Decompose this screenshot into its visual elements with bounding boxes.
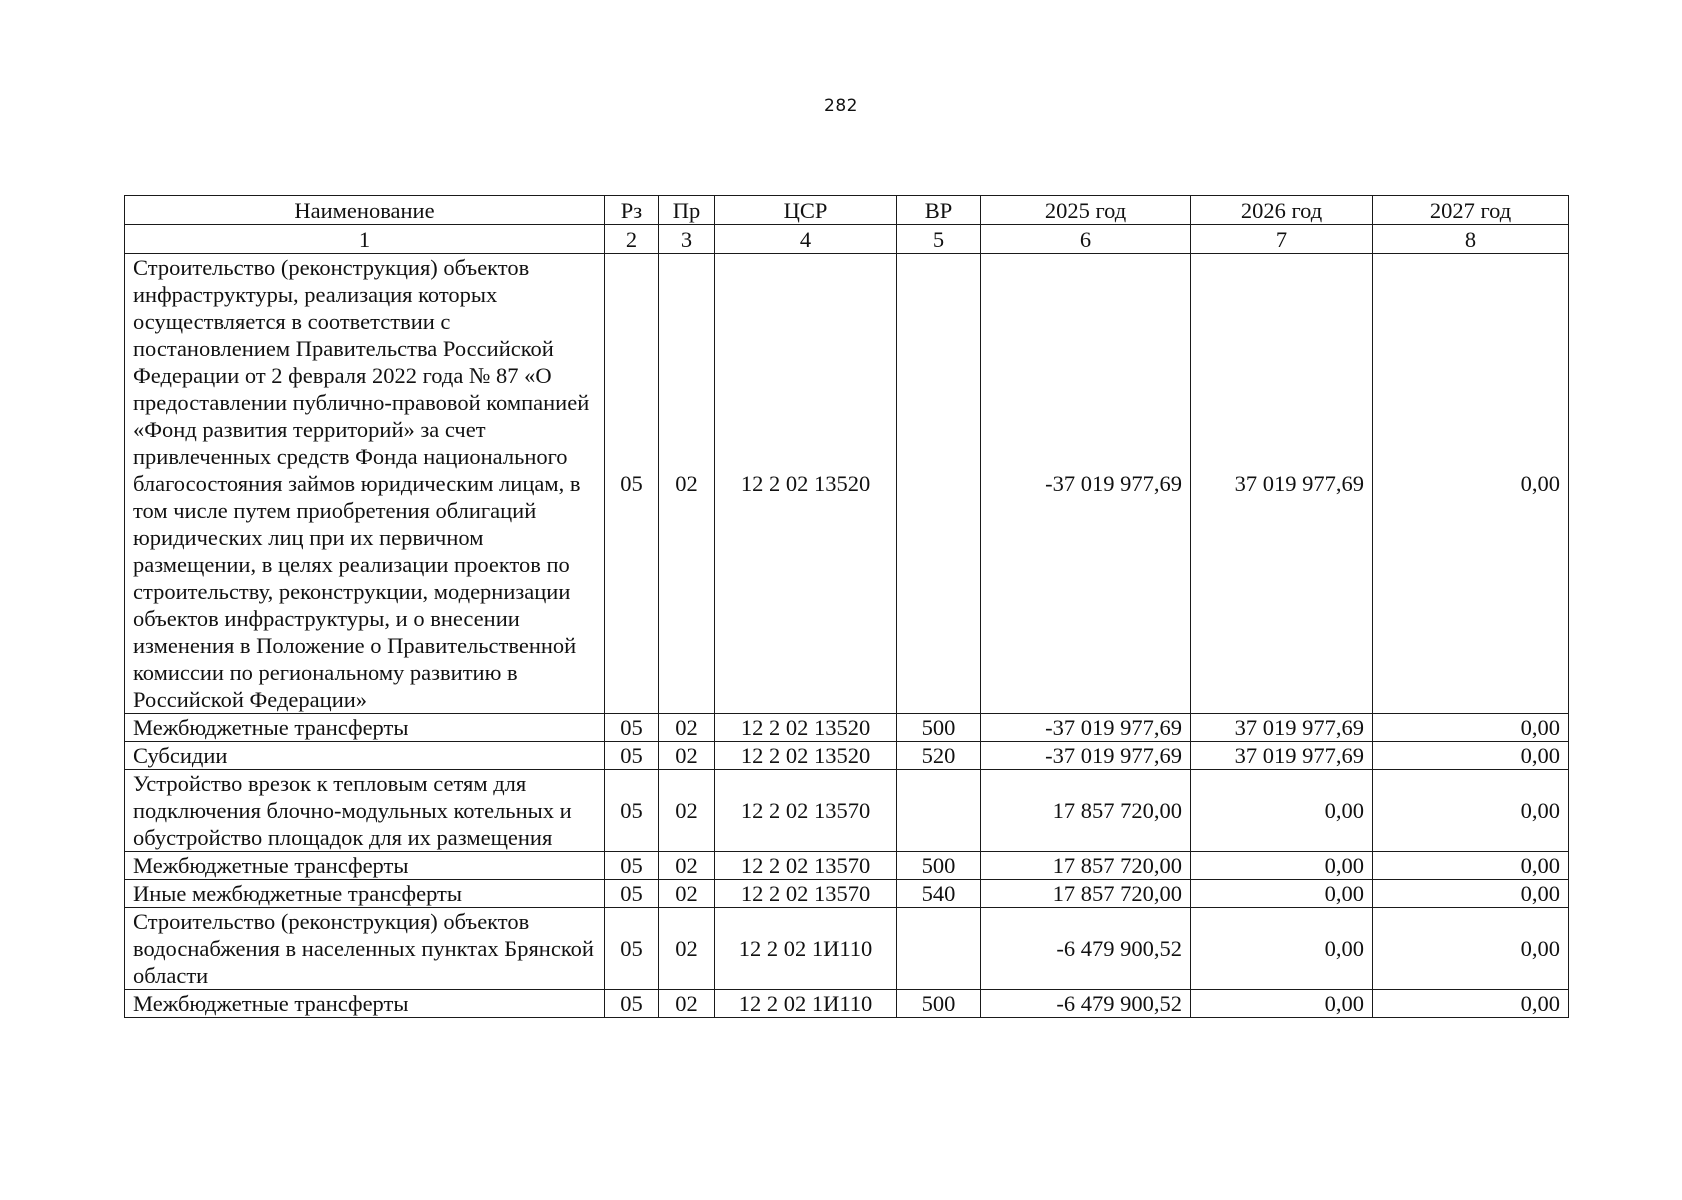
column-number: 2: [605, 225, 659, 254]
row-rz: 05: [605, 742, 659, 770]
table-row: [125, 880, 1569, 908]
row-2025: -37 019 977,69: [981, 714, 1191, 742]
row-2027: 0,00: [1373, 990, 1569, 1018]
table-row: [125, 742, 1569, 770]
row-name: Межбюджетные трансферты: [125, 714, 605, 742]
row-2027: 0,00: [1373, 742, 1569, 770]
table-row: [125, 990, 1569, 1018]
column-number: 5: [897, 225, 981, 254]
row-pr: 02: [659, 254, 715, 714]
column-number: 4: [715, 225, 897, 254]
row-csr: 12 2 02 13570: [715, 880, 897, 908]
row-name: Межбюджетные трансферты: [125, 852, 605, 880]
row-2025: 17 857 720,00: [981, 770, 1191, 852]
table-row: [125, 908, 1569, 990]
column-header-csr: ЦСР: [715, 196, 897, 225]
row-csr: 12 2 02 13570: [715, 770, 897, 852]
row-name: Иные межбюджетные трансферты: [125, 880, 605, 908]
row-csr: 12 2 02 13570: [715, 852, 897, 880]
row-rz: 05: [605, 880, 659, 908]
row-vr: 540: [897, 880, 981, 908]
row-csr: 12 2 02 13520: [715, 254, 897, 714]
column-number: 3: [659, 225, 715, 254]
column-number: 1: [125, 225, 605, 254]
row-rz: 05: [605, 770, 659, 852]
row-pr: 02: [659, 770, 715, 852]
row-vr: 500: [897, 990, 981, 1018]
row-csr: 12 2 02 1И110: [715, 908, 897, 990]
row-2025: -6 479 900,52: [981, 908, 1191, 990]
row-2027: 0,00: [1373, 852, 1569, 880]
column-header-2026: 2026 год: [1191, 196, 1373, 225]
row-rz: 05: [605, 714, 659, 742]
column-header-2025: 2025 год: [981, 196, 1191, 225]
row-pr: 02: [659, 714, 715, 742]
column-header-rz: Рз: [605, 196, 659, 225]
row-2026: 0,00: [1191, 770, 1373, 852]
row-2025: -37 019 977,69: [981, 254, 1191, 714]
row-pr: 02: [659, 852, 715, 880]
row-rz: 05: [605, 908, 659, 990]
row-rz: 05: [605, 852, 659, 880]
row-2027: 0,00: [1373, 908, 1569, 990]
row-vr: [897, 254, 981, 714]
table-row: [125, 254, 1569, 714]
row-csr: 12 2 02 1И110: [715, 990, 897, 1018]
row-pr: 02: [659, 880, 715, 908]
row-2026: 0,00: [1191, 990, 1373, 1018]
row-name: Межбюджетные трансферты: [125, 990, 605, 1018]
row-2026: 37 019 977,69: [1191, 742, 1373, 770]
row-csr: 12 2 02 13520: [715, 714, 897, 742]
row-2026: 0,00: [1191, 880, 1373, 908]
row-vr: 500: [897, 852, 981, 880]
table-row: [125, 714, 1569, 742]
budget-table: [124, 195, 1569, 1018]
column-number-row: [125, 225, 1569, 254]
column-number: 8: [1373, 225, 1569, 254]
row-2027: 0,00: [1373, 880, 1569, 908]
row-name: Строительство (реконструкция) объектов инфраструктуры, реализация которых осуществляется в соответствии с постановлением Правительства Российской Федерации от 2 февраля 2022 года № 87 «О предоставлении публично-правовой компанией «Фонд развития территорий» за счет привлеченных средств Фонда национального благосостояния займов юридическим лицам, в том числе путем приобретения облигаций юридических лиц при их первичном размещении, в целях реализации проектов по строительству, реконструкции, модернизации объектов инфраструктуры, и о внесении изменения в Положение о Правительственной комиссии по региональному развитию в Российской Федерации»: [125, 254, 605, 714]
row-pr: 02: [659, 742, 715, 770]
row-pr: 02: [659, 908, 715, 990]
row-2026: 37 019 977,69: [1191, 714, 1373, 742]
row-vr: 500: [897, 714, 981, 742]
row-2027: 0,00: [1373, 770, 1569, 852]
column-header-pr: Пр: [659, 196, 715, 225]
row-name: Устройство врезок к тепловым сетям для подключения блочно-модульных котельных и обустройство площадок для их размещения: [125, 770, 605, 852]
row-2026: 0,00: [1191, 908, 1373, 990]
row-rz: 05: [605, 990, 659, 1018]
row-2026: 0,00: [1191, 852, 1373, 880]
row-pr: 02: [659, 990, 715, 1018]
row-2025: 17 857 720,00: [981, 852, 1191, 880]
row-name: Субсидии: [125, 742, 605, 770]
column-number: 6: [981, 225, 1191, 254]
row-csr: 12 2 02 13520: [715, 742, 897, 770]
row-rz: 05: [605, 254, 659, 714]
page-number: 282: [824, 96, 858, 116]
row-name: Строительство (реконструкция) объектов водоснабжения в населенных пунктах Брянской области: [125, 908, 605, 990]
row-2026: 37 019 977,69: [1191, 254, 1373, 714]
row-2025: -37 019 977,69: [981, 742, 1191, 770]
header-row: [125, 196, 1569, 225]
row-2025: 17 857 720,00: [981, 880, 1191, 908]
table-row: [125, 770, 1569, 852]
row-vr: [897, 770, 981, 852]
column-header-name: Наименование: [125, 196, 605, 225]
table-row: [125, 852, 1569, 880]
row-2027: 0,00: [1373, 254, 1569, 714]
row-vr: 520: [897, 742, 981, 770]
row-2025: -6 479 900,52: [981, 990, 1191, 1018]
row-vr: [897, 908, 981, 990]
column-header-vr: ВР: [897, 196, 981, 225]
column-number: 7: [1191, 225, 1373, 254]
row-2027: 0,00: [1373, 714, 1569, 742]
column-header-2027: 2027 год: [1373, 196, 1569, 225]
